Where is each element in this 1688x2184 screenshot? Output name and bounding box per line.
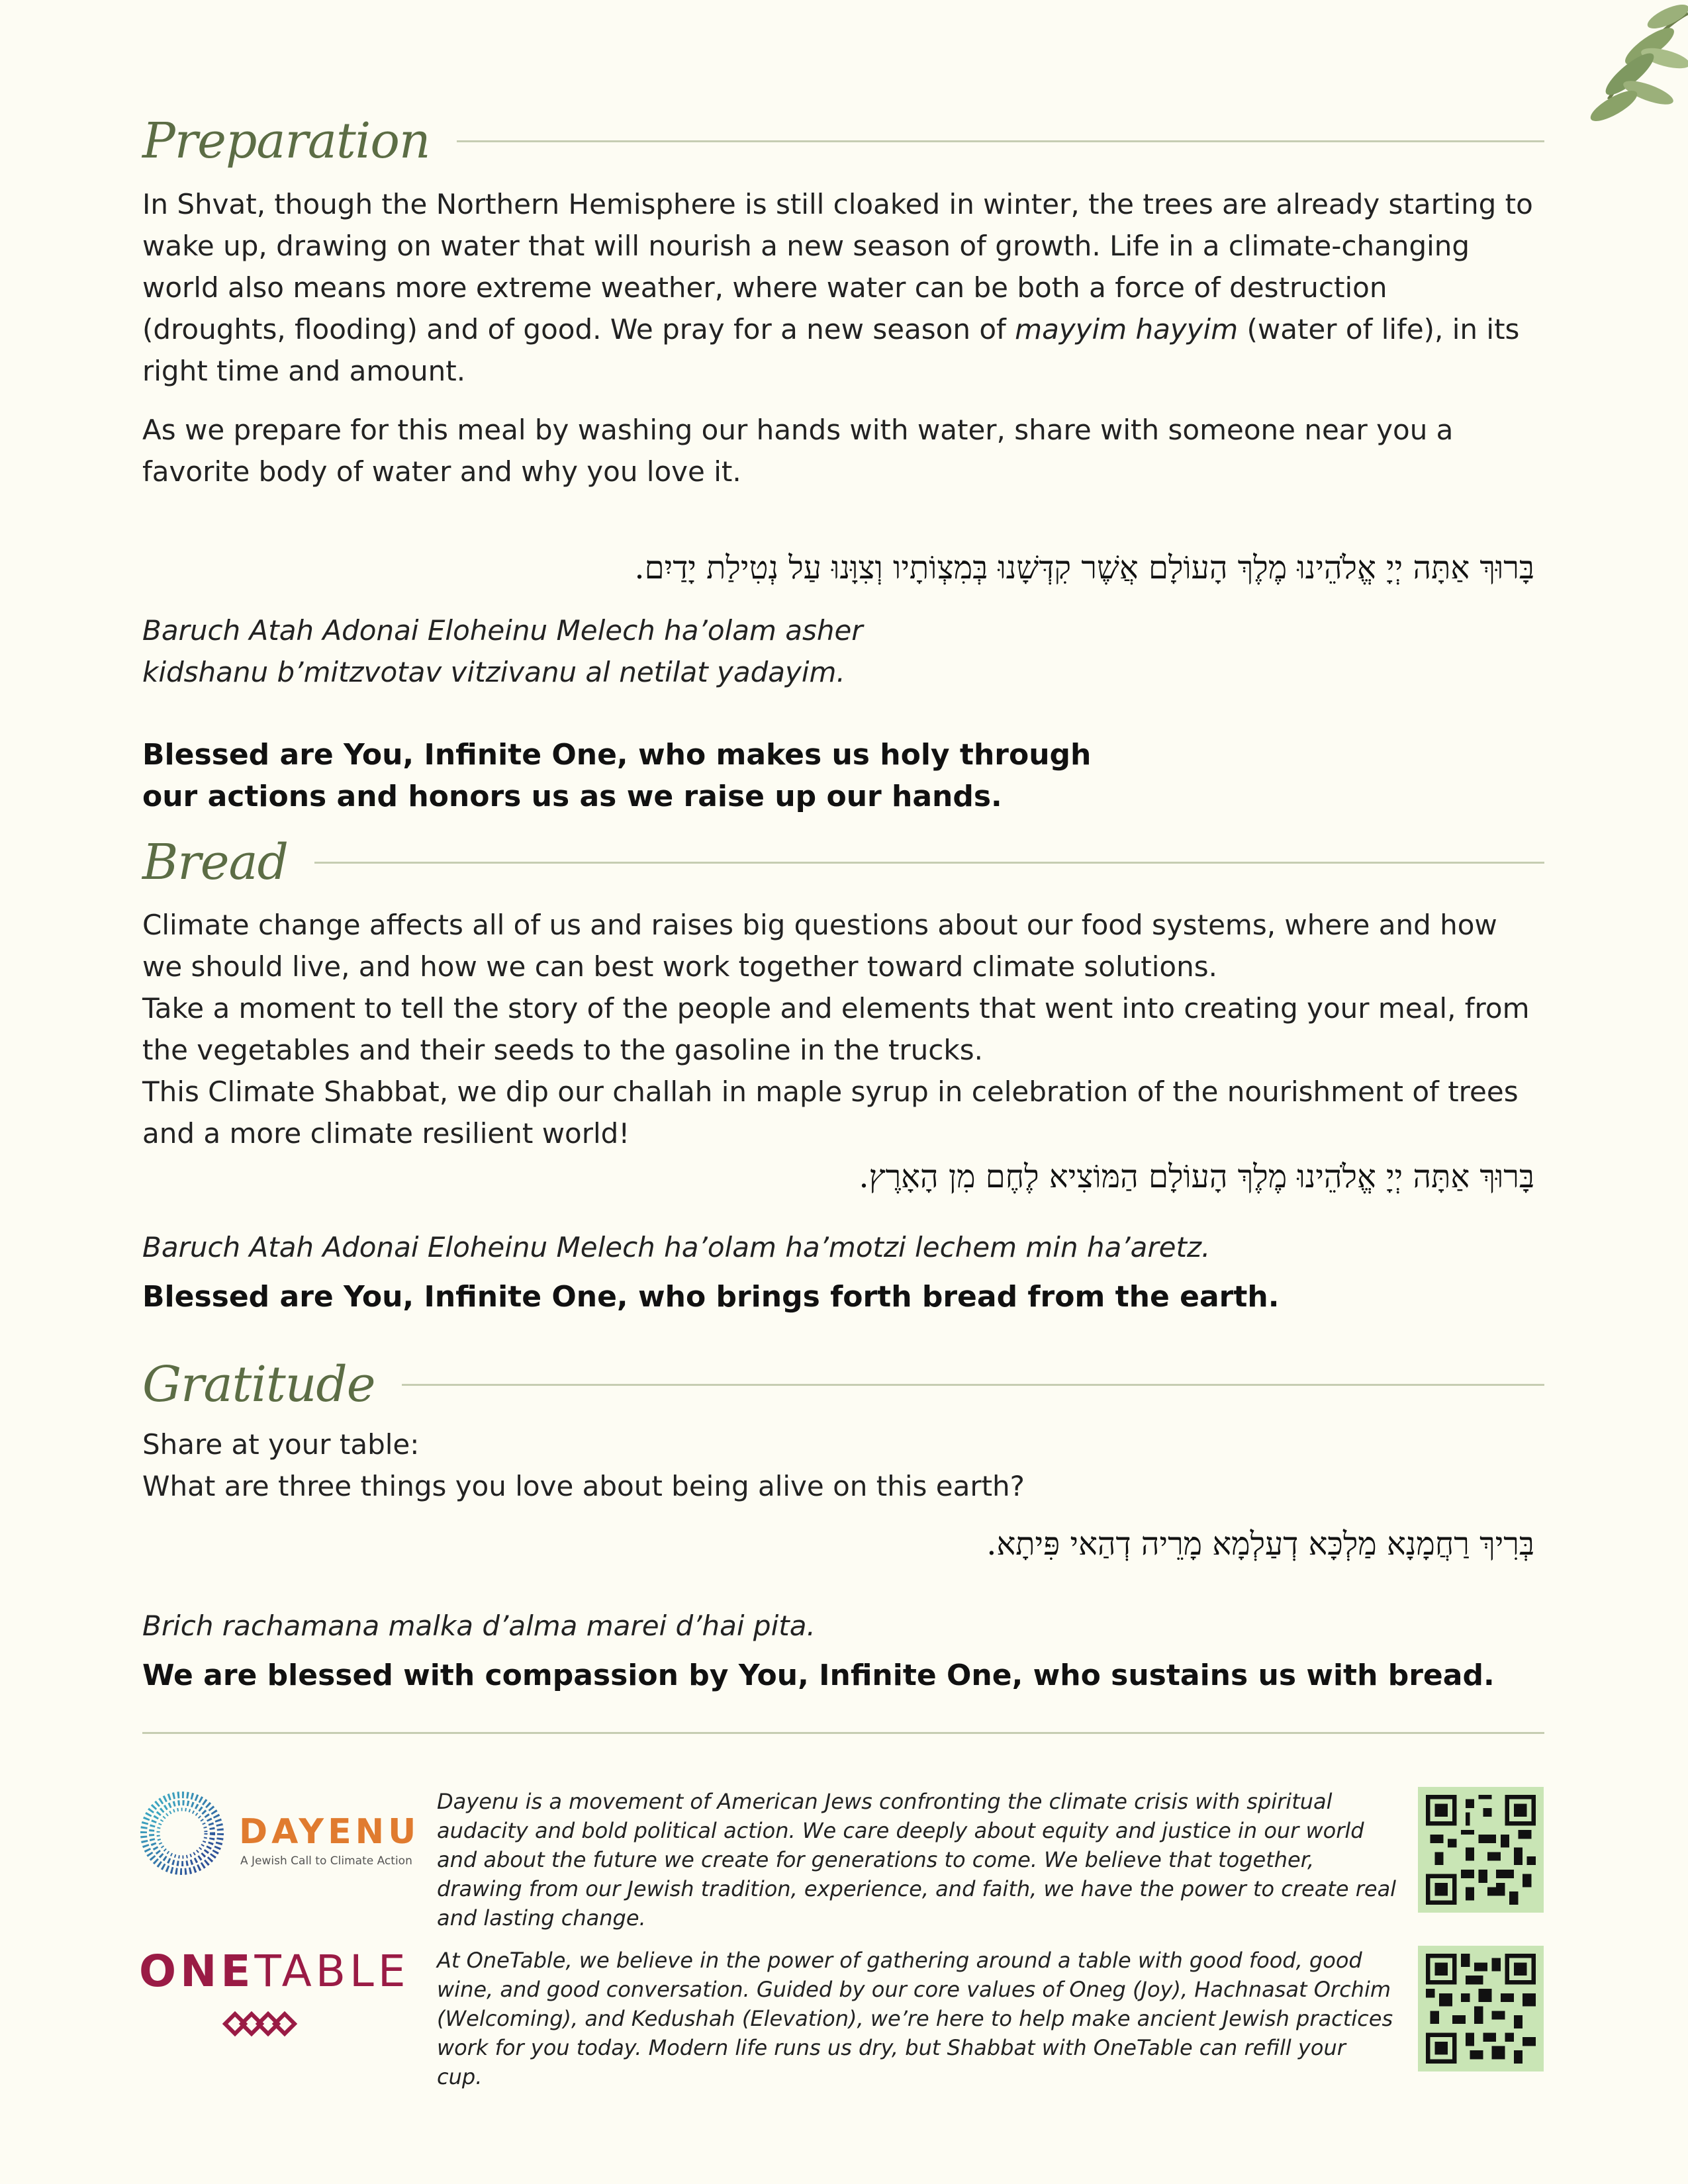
hebrew-blessing: בָּרוּךְ אַתָּה יְיָ אֱלֹהֵינוּ מֶלֶךְ הָעוֹלָם אֲשֶׁר קִדְּשָׁנוּ בְּמִצְוֹתָיו וְצִוָּנוּ עַל נְטִילַת יָדַיִם. [634, 549, 1534, 586]
bread-paragraph-1: Climate change affects all of us and raises big questions about our food systems, where and how we should live, and how we can best work together toward climate solutions. [142, 909, 1497, 983]
section-gratitude-heading [142, 1355, 1544, 1414]
onetable-qr-code[interactable] [1418, 1946, 1544, 2071]
dayenu-logo [136, 1787, 420, 1880]
leaf-branch-icon [1536, 0, 1688, 152]
gratitude-paragraph-1: Share at your table: [142, 1428, 420, 1461]
english-blessing: Blessed are You, Infinite One, who brings forth bread from the earth. [142, 1280, 1280, 1314]
section-title: Preparation [142, 113, 430, 169]
onetable-knot-icon [218, 2004, 305, 2044]
english-blessing: We are blessed with compassion by You, Infinite One, who sustains us with bread. [142, 1659, 1495, 1692]
qr-code-icon [1426, 1795, 1536, 1905]
transliteration: Baruch Atah Adonai Eloheinu Melech ha’olam asher kidshanu b’mitzvotav vitzivanu al netilat yadayim. [142, 614, 863, 688]
dayenu-ring-icon [136, 1787, 228, 1880]
dayenu-qr-code[interactable] [1418, 1787, 1544, 1913]
bread-paragraph-3: This Climate Shabbat, we dip our challah in maple syrup in celebration of the nourishment of trees and a more climate resilient world! [142, 1075, 1519, 1150]
hebrew-blessing: בְּרִיךְ רַחֲמָנָא מַלְכָּא דְעַלְמָא מָרֵיה דְהַאי פִּיתָא. [986, 1525, 1534, 1563]
divider [402, 1384, 1544, 1386]
onetable-description: At OneTable, we believe in the power of gathering around a table with good food, good wine, and good conversation. Guided by our core values of Oneg (Joy), Hachnasat Orchim (Welcoming), and Kedushah (Elevation), we’re here to help make ancient Jewish practices work for you today. Modern life runs us dry, but Shabbat with OneTable can refill your cup. [437, 1948, 1393, 2089]
bread-body [142, 904, 1539, 1154]
section-title: Bread [142, 834, 289, 891]
bread-paragraph-2: Take a moment to tell the story of the people and elements that went into creating your meal, from the vegetables and their seeds to the gasoline in the trucks. [142, 992, 1530, 1066]
onetable-wordmark: ONETABLE [139, 1946, 410, 1997]
preparation-paragraph-2: As we prepare for this meal by washing our hands with water, share with someone near you a favorite body of water and why you love it. [142, 414, 1454, 488]
dayenu-tagline: A Jewish Call to Climate Action [240, 1854, 412, 1868]
qr-code-icon [1426, 1954, 1536, 2064]
dayenu-wordmark: DAYENU [239, 1812, 420, 1852]
divider [457, 140, 1544, 142]
transliteration: Brich rachamana malka d’alma marei d’hai pita. [142, 1610, 816, 1642]
english-blessing: Blessed are You, Infinite One, who makes us holy through our actions and honors us as we raise up our hands. [142, 738, 1092, 813]
gratitude-paragraph-2: What are three things you love about being alive on this earth? [142, 1470, 1025, 1502]
preparation-body [142, 183, 1539, 492]
onetable-logo [139, 1946, 410, 2038]
transliteration: Baruch Atah Adonai Eloheinu Melech ha’olam ha’motzi lechem min ha’aretz. [142, 1231, 1211, 1263]
section-preparation-heading [142, 111, 1544, 171]
section-bread-heading [142, 833, 1544, 892]
hebrew-blessing: בָּרוּךְ אַתָּה יְיָ אֱלֹהֵינוּ מֶלֶךְ הָעוֹלָם הַמּוֹצִיא לֶחֶם מִן הָאָרֶץ. [859, 1158, 1534, 1195]
footer-divider [142, 1732, 1544, 1734]
divider [314, 862, 1544, 864]
preparation-paragraph-1: In Shvat, though the Northern Hemisphere is still cloaked in winter, the trees are already starting to wake up, drawing on water that will nourish a new season of growth. Life in a climate-changing world also means more extreme weather, where water can be both a force of destruction (droughts, flooding) and of good. We pray for a new season of mayyim hayyim (water of life), in its right time and amount. [142, 188, 1533, 387]
section-title: Gratitude [142, 1356, 375, 1413]
gratitude-body [142, 1424, 1539, 1507]
dayenu-description: Dayenu is a movement of American Jews confronting the climate crisis with spiritual audacity and bold political action. We care deeply about equity and justice in our world and about the future we create for generations to come. We believe that together, drawing from our Jewish tradition, experience, and faith, we have the power to create real and lasting change. [437, 1789, 1397, 1931]
